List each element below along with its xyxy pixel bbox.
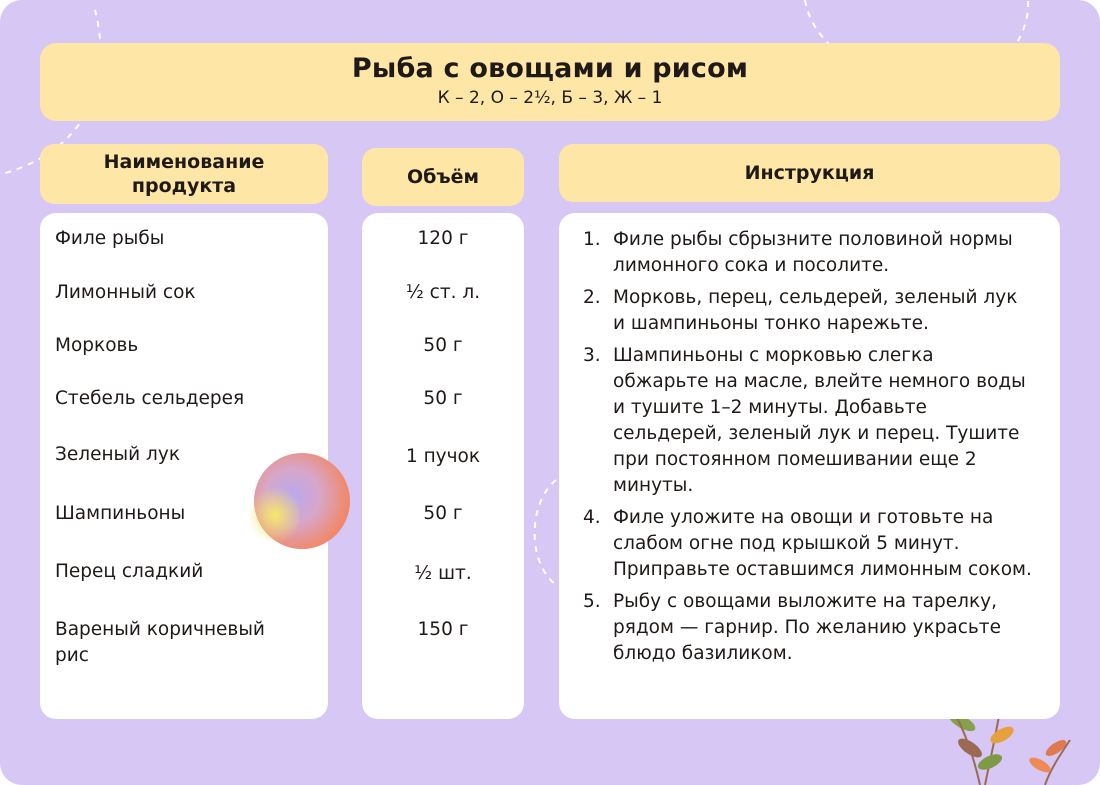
volumes-panel — [362, 213, 524, 719]
recipe-title: Рыба с овощами и рисом — [351, 53, 749, 84]
step-text: Шампиньоны с морковью слегка обжарьте на масле, влейте немного воды и тушите 1–2 минуты. Добавьте сельдерей, зеленый лук и перец. Тушите при постоянном помешивании еще 2 минуты. — [613, 345, 1026, 496]
header-volume: Объём — [362, 148, 524, 206]
product-name: Морковь — [55, 335, 139, 356]
step-item — [583, 285, 1033, 337]
product-name: Филе рыбы — [55, 228, 165, 249]
product-name: Вареный коричневый рис — [55, 619, 265, 666]
step-number: 2. — [583, 287, 601, 308]
instructions-panel — [559, 213, 1060, 719]
title-panel — [40, 43, 1060, 121]
step-number: 5. — [583, 591, 601, 612]
step-text: Филе уложите на овощи и готовьте на слабом огне под крышкой 5 минут. Приправьте оставшимся лимонным соком. — [613, 507, 1032, 580]
product-volume: 50 г — [423, 335, 463, 356]
product-volume: ½ шт. — [414, 563, 472, 584]
dashed-arc-middle — [535, 480, 556, 585]
gradient-orb-decoration — [254, 453, 350, 549]
product-name: Шампиньоны — [55, 503, 186, 524]
step-number: 1. — [583, 229, 601, 250]
header-instruction: Инструкция — [559, 144, 1060, 202]
step-text: Рыбу с овощами выложите на тарелку, рядом — гарнир. По желанию украсьте блюдо базиликом. — [613, 591, 1001, 664]
step-text: Филе рыбы сбрызните половиной нормы лимонного сока и посолите. — [613, 229, 1013, 276]
product-volume: 150 г — [417, 619, 469, 640]
steps-list — [583, 227, 1033, 673]
product-name: Стебель сельдерея — [55, 388, 245, 409]
product-volume: 1 пучок — [405, 446, 481, 467]
product-name: Перец сладкий — [55, 561, 204, 582]
step-number: 3. — [583, 345, 601, 366]
product-volume: ½ ст. л. — [405, 282, 481, 303]
header-product-name: Наименование продукта — [40, 144, 328, 204]
product-volume: 50 г — [423, 503, 463, 524]
product-name: Лимонный сок — [55, 282, 196, 303]
step-item — [583, 505, 1033, 583]
product-volume: 120 г — [417, 228, 469, 249]
product-name: Зеленый лук — [55, 444, 181, 465]
recipe-nutrition-units: К – 2, О – 2½, Б – 3, Ж – 1 — [437, 88, 663, 108]
step-item — [583, 227, 1033, 279]
step-number: 4. — [583, 507, 601, 528]
step-text: Морковь, перец, сельдерей, зеленый лук и шампиньоны тонко нарежьте. — [613, 287, 1018, 334]
step-item — [583, 343, 1033, 499]
product-volume: 50 г — [423, 388, 463, 409]
step-item — [583, 589, 1033, 667]
